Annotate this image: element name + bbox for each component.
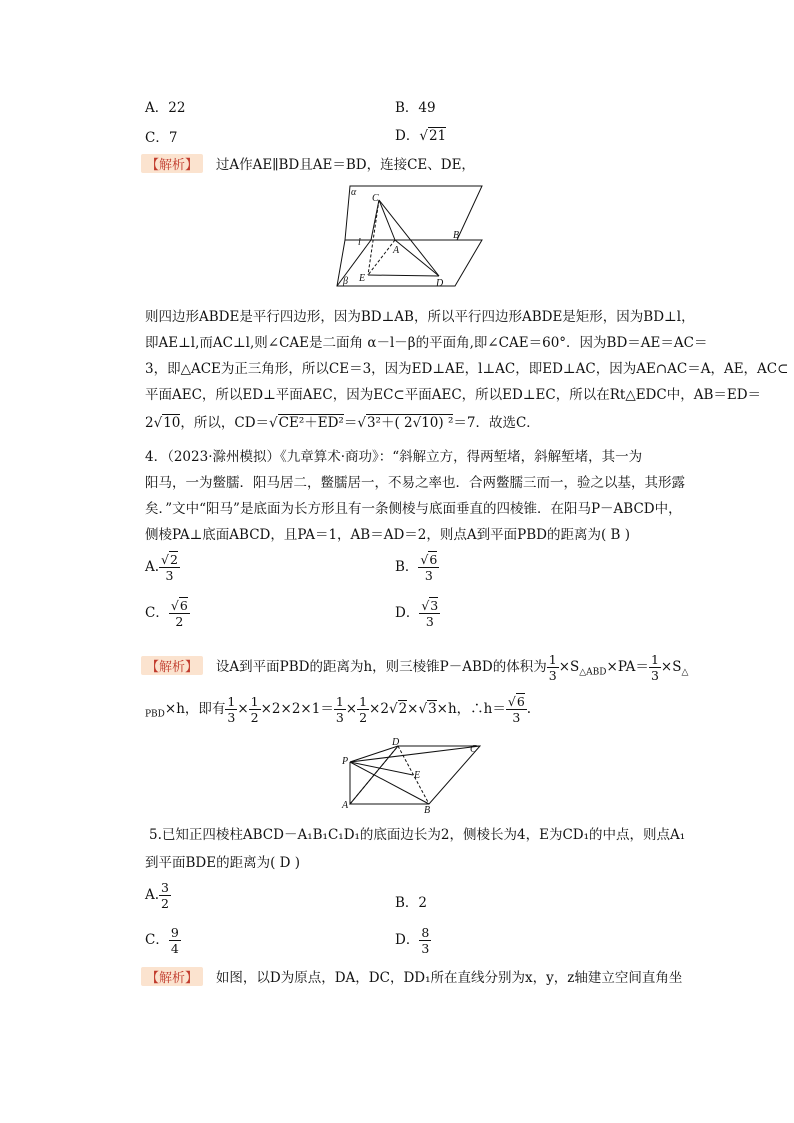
dihedral-figure [335,183,485,291]
fig-label-d: D [436,278,444,289]
q5-stem-line1: 5.已知正四棱柱ABCD－A₁B₁C₁D₁的底面边长为2，侧棱长为4，E为CD₁的中点，则点A₁ [149,827,686,843]
jiexi-tag: 【解析】 [141,656,203,675]
jiexi-tag: 【解析】 [141,967,203,986]
fig-label-a: A [342,800,349,811]
q4-sol-line2: $_{PBD}$×h，即有 $\frac{1}{3}$ × $\frac{1}{2}$ ×2×2×1＝ $\frac{1}{3}$ × $\frac{1}{2}$ ×2√2×√3×h，∴h＝ $\frac{√6}{3}$ . [145,694,532,725]
q4-option-c: C． $\frac{√6}{2}$ [145,598,188,629]
q5-option-b: B．2 [395,895,428,911]
q4-option-a: A. $\frac{√2}{3}$ [145,552,178,583]
q3-sol-line4: 平面AEC，所以ED⊥平面AEC，因为EC⊂平面AEC，所以ED⊥EC，所以在Rt△EDC中，AB＝ED＝ [145,387,762,403]
q5-option-a: A. $\frac{3}{2}$ [145,880,169,911]
fig-label-b: B [424,805,431,814]
fig-label-e: E [414,770,421,781]
fig-label-a: A [393,245,400,256]
q5-option-c: C． $\frac{9}{4}$ [145,925,179,956]
fig-label-beta: β [343,276,348,287]
q5-option-d: D． $\frac{8}{3}$ [395,925,430,956]
q3-option-d: D．√21 [395,128,447,144]
fig-label-c: C [470,744,477,755]
fig-label-l: l [358,237,361,248]
pyramid-figure [340,736,486,814]
q5-sol-line1: 【解析】 如图，以D为原点，DA，DC，DD₁所在直线分别为x，y，z轴建立空间直角坐 [141,966,682,986]
q4-option-d: D． $\frac{√3}{3}$ [395,598,439,629]
q4-sol-line1: 【解析】 设A到平面PBD的距离为h，则三棱锥P－ABD的体积为 $\frac{1}{3}$ $\times S_{\triangle ABD}\times PA=$ $\frac{1}{3}$ $\times S_\triangle$ [141,652,688,683]
q3-solution-intro: 【解析】 过A作AE∥BD且AE＝BD，连接CE、DE， [141,153,475,173]
q4-option-b: B． $\frac{√6}{3}$ [395,552,438,583]
q5-stem-line2: 到平面BDE的距离为( D ) [145,855,301,871]
fig-label-b: B [453,230,460,241]
fig-label-d: D [392,737,400,748]
q3-option-b: B．49 [395,100,436,116]
q3-sol-line5: 2√10，所以，CD＝√CE²＋ED²＝√3²＋( 2√10) ²＝7．故选C． [145,415,540,431]
jiexi-tag: 【解析】 [141,154,203,173]
fig-label-e: E [359,273,366,284]
fig-label-alpha: α [351,187,357,198]
q3-option-c: C．7 [145,130,178,146]
q4-stem-line3: 矣．”文中“阳马”是底面为长方形且有一条侧棱与底面垂直的四棱锥．在阳马P－ABCD中， [145,501,682,517]
fig-label-p: P [342,756,349,767]
q3-option-a: A．22 [145,100,186,116]
q4-stem-line1: 4．（2023·滁州模拟）《九章算术·商功》：“斜解立方，得两堑堵，斜解堑堵，其一为 [145,449,643,465]
q3-sol-line3: 3，即△ACE为正三角形，所以CE＝3，因为ED⊥AE，l⊥AC，即ED⊥AC，因为AE∩AC＝A，AE，AC⊂ [145,361,789,377]
q4-stem-line2: 阳马，一为鳖臑．阳马居二，鳖臑居一，不易之率也．合两鳖臑三而一，验之以基，其形露 [145,475,685,491]
fig-label-c: C [372,193,379,204]
q4-stem-line4: 侧棱PA⊥底面ABCD，且PA＝1，AB＝AD＝2，则点A到平面PBD的距离为( B ) [145,527,630,543]
q3-sol-line1: 则四边形ABDE是平行四边形，因为BD⊥AB，所以平行四边形ABDE是矩形，因为BD⊥l， [145,309,695,325]
q3-sol-line2: 即AE⊥l,而AC⊥l,则∠CAE是二面角 α－l－β的平面角,即∠CAE＝60°．因为BD＝AE＝AC＝ [145,335,708,351]
